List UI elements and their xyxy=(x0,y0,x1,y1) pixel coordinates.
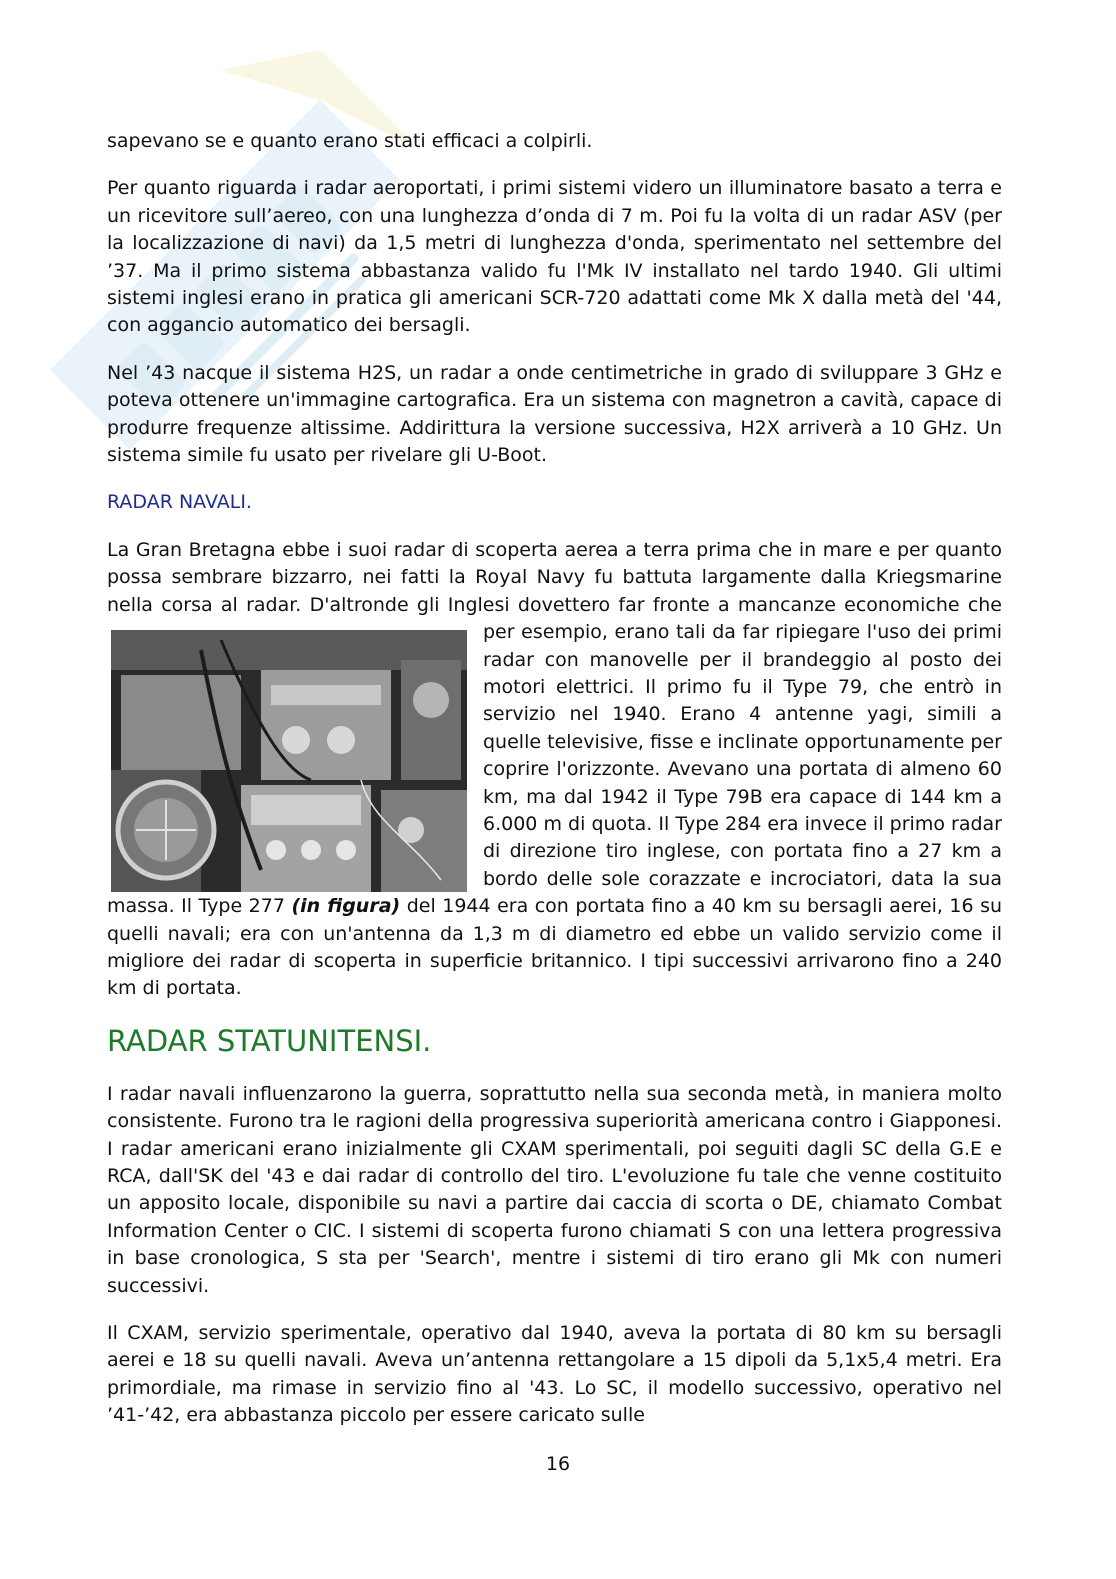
paragraph-intro: sapevano se e quanto erano stati efficaci a colpirli. xyxy=(107,130,593,152)
naval-text-before: La Gran Bretagna ebbe i suoi radar di scoperta aerea a terra prima che in mare e per quanto possa sembrare bizzarro, nei fatti la Royal Navy fu battuta largamente dalla Kriegsmarine nella corsa al radar. D'altronde gli Inglesi dovettero far fronte a mancanze economiche che per esempio, erano tali da far ripiegare l'uso dei primi radar con manovelle per il brandeggio al posto dei motori elettrici. Il primo fu il Type 79, che entrò in servizio nel 1940. Erano 4 antenne yagi, simili a quelle televisive, fisse e inclinate opportunamente per coprire l'orizzonte. Avevano una portata di almeno 60 km, ma dal 1942 il Type 79B era capace di 144 km a 6.000 m di quota. Il Type 284 era invece il primo radar di direzione tiro inglese, con portata fino a 27 km a bordo delle sole corazzate e incrociatori, data la sua massa. Il Type 277 xyxy=(107,538,1002,918)
paragraph-cxam: Il CXAM, servizio sperimentale, operativo dal 1940, aveva la portata di 80 km su bersagli aerei e 18 su quelli navali. Aveva un’antenna rettangolare a 15 dipoli da 5,1x5,4 metri. Era primordiale, ma rimase in servizio fino al '43. Lo SC, il modello successivo, operativo nel ’41-’42, era abbastanza piccolo per essere caricato sulle xyxy=(107,1322,1002,1427)
heading-radar-statunitensi: RADAR STATUNITENSI. xyxy=(107,1023,432,1058)
figure-reference: (in figura) xyxy=(291,895,401,918)
page-number: 16 xyxy=(545,1453,571,1475)
paragraph-airborne-radar: Per quanto riguarda i radar aeroportati, i primi sistemi videro un illuminatore basato a terra e un ricevitore sull’aereo, con una lunghezza d’onda di 7 m. Poi fu la volta di un radar ASV (per la localizzazione di navi) da 1,5 metri di lunghezza d'onda, sperimentato nel settembre del ’37. Ma il primo sistema abbastanza valido fu l'Mk IV installato nel tardo 1940. Gli ultimi sistemi inglesi erano in pratica gli americani SCR-720 adattati come Mk X dalla metà del '44, con aggancio automatico dei bersagli. xyxy=(107,177,1002,337)
radar-photo xyxy=(111,630,467,892)
heading-radar-navali: RADAR NAVALI. xyxy=(107,491,252,514)
naval-text-after: del 1944 era con portata fino a 40 km su bersagli aerei, 16 su quelli navali; era con un'antenna da 1,3 m di diametro ed ebbe un valido servizio come il migliore dei radar di scoperta in superficie britannico. I tipi successivi arrivarono fino a 240 km di portata. xyxy=(107,895,1003,1000)
paragraph-us-radar: I radar navali influenzarono la guerra, soprattutto nella sua seconda metà, in maniera molto consistente. Furono tra le ragioni della progressiva superiorità americana contro i Giapponesi. I radar americani erano inizialmente gli CXAM sperimentali, poi seguiti dagli SC della G.E e RCA, dall'SK del '43 e dai radar di controllo del tiro. L'evoluzione fu tale che venne costituito un apposito locale, disponibile su navi a partire dai caccia di scorta o DE, chiamato Combat Information Center o CIC. I sistemi di scoperta furono chiamati S con una lettera progressiva in base cronologica, S sta per 'Search', mentre i sistemi di tiro erano gli Mk con numeri successivi. xyxy=(107,1082,1002,1297)
paragraph-h2s: Nel ’43 nacque il sistema H2S, un radar a onde centimetriche in grado di sviluppare 3 GHz e poteva ottenere un'immagine cartografica. Era un sistema con magnetron a cavità, capace di produrre frequenze altissime. Addirittura la versione successiva, H2X arriverà a 10 GHz. Un sistema simile fu usato per rivelare gli U-Boot. xyxy=(107,361,1002,467)
radar-equipment-illustration xyxy=(111,630,467,892)
naval-text-lead: La Gran Bretagna ebbe i suoi radar di scoperta aerea a terra prima che in mare e per quanto possa sembrare bizzarro, nei fatti la Royal Navy fu battuta largamente dalla Kriegsmarine nella corsa al radar. D'altronde gli Inglesi dovettero far fronte a xyxy=(107,538,1002,616)
